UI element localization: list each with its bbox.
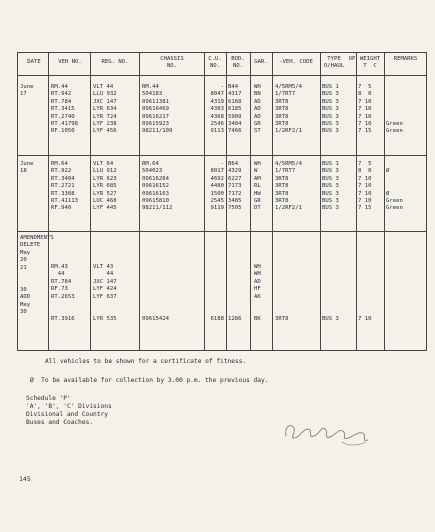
amendments-dates: AMENDMENTS DELETE May 20 21 30 ADD May 30 <box>20 235 54 316</box>
header-weight: WEIGHT T C <box>359 56 381 69</box>
veh-code-column: 4/5RM5/4 1/7RT7 3RT8 3RT8 3RT8 3RT8 1/2RF2/1 <box>275 84 302 135</box>
section-date: June 18 <box>20 161 34 175</box>
bod-no-column: B64 4329 6227 7173 7172 3485 7505 <box>228 161 242 212</box>
amendments-type: BUS 3 <box>322 316 339 322</box>
amendments-garage: WH WH AD HF AK BK <box>254 264 261 322</box>
column-divider <box>356 53 357 350</box>
header-garage: GAR. <box>254 59 268 65</box>
type-column: BUS 1 BUS 3 BUS 3 BUS 3 BUS 3 BUS 3 BUS 3 <box>322 84 339 135</box>
chassis-no-column: RM.44 504183 09611381 09616469 09616217 09615923 98211/109 <box>142 84 173 135</box>
weight-column: 7 5 8 0 7 10 7 10 7 10 7 10 7 15 <box>358 161 372 212</box>
amendments-chassis-no: 09615424 <box>142 316 169 322</box>
amendments-veh-code: 3RT8 <box>275 316 289 322</box>
amendments-cu-no: 6188 <box>210 316 224 322</box>
bod-no-column: B44 4317 6168 6185 5909 3484 7466 <box>228 84 242 135</box>
amendments-reg-no: VLT 43 44 JXC 147 LYF 424 LYF 637 LYR 535 <box>93 264 117 322</box>
header-remarks: REMARKS <box>393 56 418 62</box>
column-divider <box>384 53 385 350</box>
column-divider <box>272 53 273 350</box>
header-veh-no: VEH NO. <box>58 59 82 65</box>
remarks-column: Ø Ø Green Green <box>386 168 403 212</box>
header-op: OP <box>348 56 356 62</box>
reg-no-column: VLT 64 LLU 912 LYR 623 LYR 685 LYR 527 LUC 460 LYF 445 <box>93 161 117 212</box>
fitness-note: All vehicles to be shown for a certificate of fitness. <box>45 358 247 365</box>
chassis-no-column: RM.64 504023 09616264 09616152 09616163 09615810 98211/112 <box>142 161 173 212</box>
header-chassis-no: CHASSIS NO. <box>160 56 184 69</box>
collection-note: Ø To be available for collection by 3.00 p.m. the previous day. <box>30 377 269 384</box>
column-divider <box>320 53 321 350</box>
veh-no-column: RM.64 RT.922 RT.3404 RT.2721 RT.3308 RT.41113 RF.940 <box>51 161 78 212</box>
garage-column: WH W AM RL HW GR DT <box>254 161 261 212</box>
page-number: 145 <box>19 475 31 483</box>
amendments-weight: 7 10 <box>358 316 372 322</box>
column-divider <box>250 53 251 350</box>
schedule-note: Schedule 'P' 'A', 'B', 'C' Divisions Divisional and Country Buses and Coaches. <box>26 395 112 426</box>
vehicle-table <box>17 52 427 351</box>
cu-no-column: - 8047 4319 4383 4368 2546 9113 <box>210 84 224 135</box>
header-cu-no: C.U. NO. <box>208 56 222 69</box>
cu-no-column: - 8017 4692 4480 1500 2545 9119 <box>210 161 224 212</box>
remarks-column: Green Green <box>386 121 403 135</box>
header-veh-code: -VEH. CODE <box>279 59 313 65</box>
amendments-bod-no: 1286 <box>228 316 242 322</box>
column-divider <box>90 53 91 350</box>
veh-code-column: 4/5RM5/4 1/7RT7 3RT8 3RT8 3RT8 3RT8 1/2RF2/1 <box>275 161 302 212</box>
header-bod-no: BOD. NO. <box>231 56 245 69</box>
section-divider <box>18 231 426 232</box>
weight-column: 7 5 8 0 7 10 7 10 7 10 7 10 7 15 <box>358 84 372 135</box>
veh-no-column: RM.44 RT.942 RT.784 RT.3415 RT.2740 RT.41798 RF.1050 <box>51 84 78 135</box>
column-divider <box>139 53 140 350</box>
header-reg-no: REG. NO. <box>101 59 129 65</box>
section-date: June 17 <box>20 84 34 98</box>
column-divider <box>226 53 227 350</box>
amendments-veh-no: RM.43 44 RT.784 RF.73 RT.2653 RT.3916 <box>51 264 75 322</box>
signature-image <box>282 412 392 452</box>
header-type-ohaul: TYPE O/HAUL <box>323 56 345 69</box>
section-divider <box>18 155 426 156</box>
garage-column: WH BN AD AD AD GR ST <box>254 84 261 135</box>
type-column: BUS 1 BUS 3 BUS 3 BUS 3 BUS 3 BUS 3 BUS 3 <box>322 161 339 212</box>
reg-no-column: VLT 44 LLU 932 JXC 147 LYR 634 LYR 724 LYF 238 LYF 456 <box>93 84 117 135</box>
header-date: DATE <box>27 59 41 65</box>
